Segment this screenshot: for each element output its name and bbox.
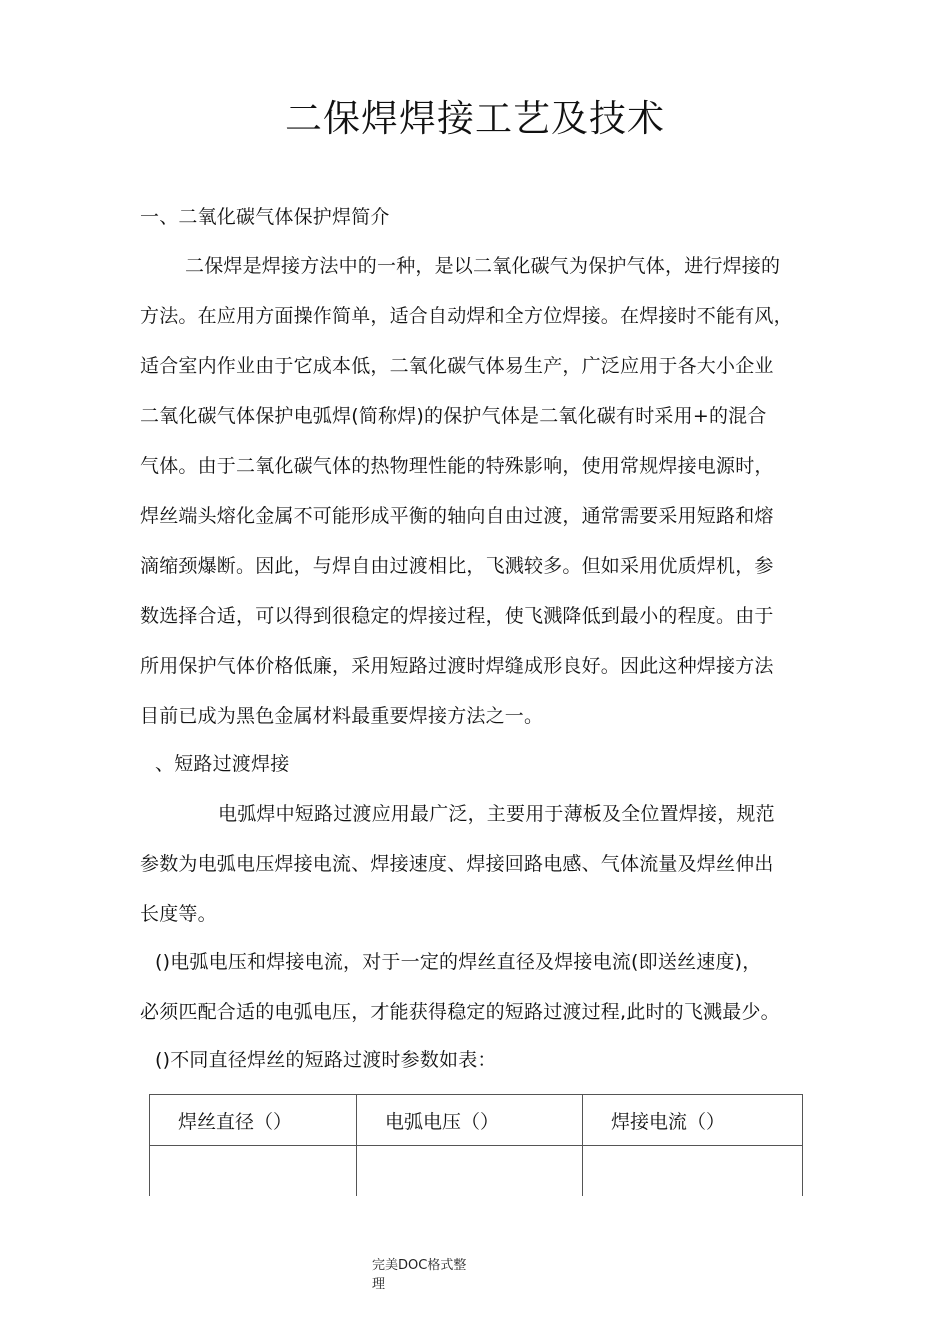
paragraph-line: 焊丝端头熔化金属不可能形成平衡的轴向自由过渡，通常需要采用短路和熔 bbox=[140, 505, 774, 527]
paragraph-line: 滴缩颈爆断。因此，与焊自由过渡相比，飞溅较多。但如采用优质焊机，参 bbox=[140, 555, 774, 577]
paragraph-line: ()不同直径焊丝的短路过渡时参数如表： bbox=[155, 1049, 497, 1071]
paragraph-line: 适合室内作业由于它成本低，二氧化碳气体易生产，广泛应用于各大小企业 bbox=[140, 355, 774, 377]
paragraph-line: 数选择合适，可以得到很稳定的焊接过程，使飞溅降低到最小的程度。由于 bbox=[140, 605, 774, 627]
paragraph-line: 所用保护气体价格低廉，采用短路过渡时焊缝成形良好。因此这种焊接方法 bbox=[140, 655, 774, 677]
table-row bbox=[150, 1146, 803, 1197]
table-cell bbox=[583, 1146, 803, 1197]
paragraph-line: 电弧焊中短路过渡应用最广泛，主要用于薄板及全位置焊接，规范 bbox=[218, 803, 775, 825]
table-header-cell: 电弧电压（） bbox=[357, 1095, 583, 1146]
footer-line: 理 bbox=[372, 1277, 386, 1292]
paragraph-line: ()电弧电压和焊接电流，对于一定的焊丝直径及焊接电流(即送丝速度)， bbox=[155, 951, 762, 973]
table-cell bbox=[150, 1146, 357, 1197]
table-header-cell: 焊丝直径（） bbox=[150, 1095, 357, 1146]
paragraph-line: 长度等。 bbox=[140, 903, 217, 925]
paragraph-line: 气体。由于二氧化碳气体的热物理性能的特殊影响，使用常规焊接电源时， bbox=[140, 455, 774, 477]
parameter-table bbox=[149, 1094, 803, 1196]
page-footer bbox=[372, 1256, 482, 1294]
paragraph-line: 参数为电弧电压焊接电流、焊接速度、焊接回路电感、气体流量及焊丝伸出 bbox=[140, 853, 774, 875]
paragraph-line: 二氧化碳气体保护电弧焊(简称焊)的保护气体是二氧化碳有时采用+的混合 bbox=[140, 405, 767, 427]
footer-line: 完美DOC格式整 bbox=[372, 1258, 467, 1273]
table-header-cell: 焊接电流（） bbox=[583, 1095, 803, 1146]
page-title: 二保焊焊接工艺及技术 bbox=[285, 97, 665, 140]
section-heading: 一、二氧化碳气体保护焊简介 bbox=[140, 206, 390, 228]
paragraph-line: 二保焊是焊接方法中的一种，是以二氧化碳气为保护气体，进行焊接的 bbox=[185, 255, 781, 277]
paragraph-line: 目前已成为黑色金属材料最重要焊接方法之一。 bbox=[140, 705, 544, 727]
table-cell bbox=[357, 1146, 583, 1197]
section-heading: 、短路过渡焊接 bbox=[155, 753, 290, 775]
paragraph-line: 方法。在应用方面操作简单，适合自动焊和全方位焊接。在焊接时不能有风， bbox=[140, 305, 793, 327]
table-header-row bbox=[150, 1095, 803, 1146]
paragraph-line: 必须匹配合适的电弧电压，才能获得稳定的短路过渡过程,此时的飞溅最少。 bbox=[140, 1001, 780, 1023]
